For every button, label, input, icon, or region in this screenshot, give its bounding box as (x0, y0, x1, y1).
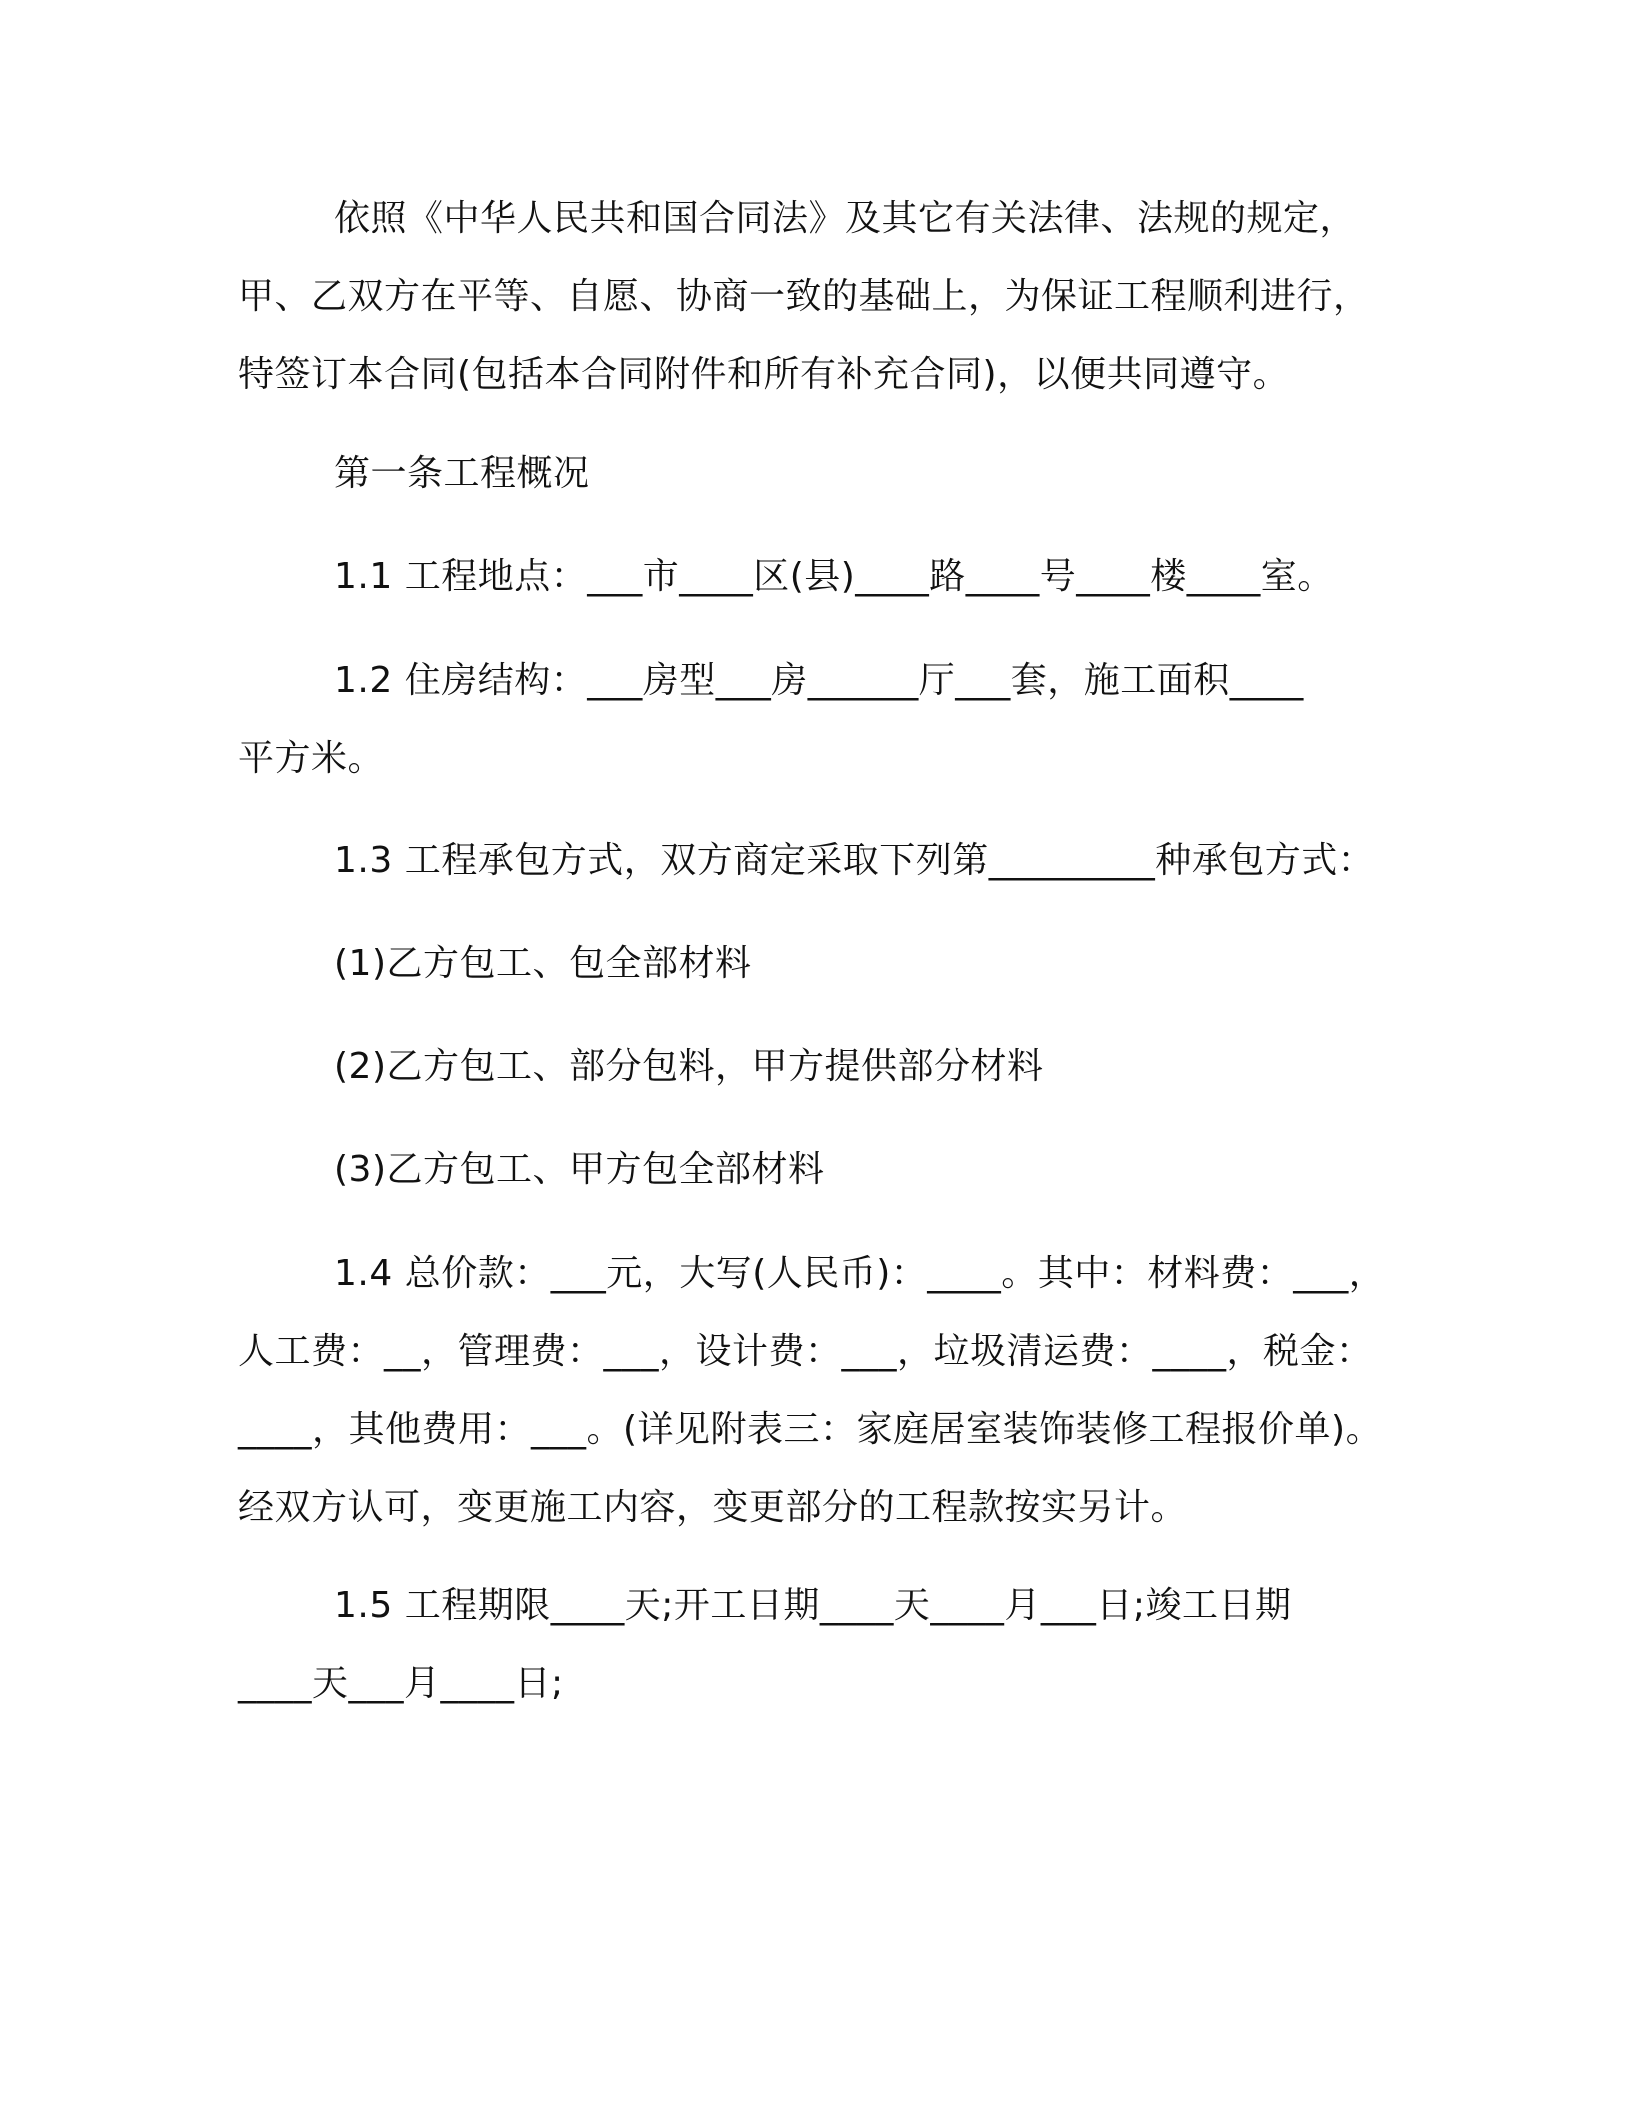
option-2 (238, 1028, 1408, 1106)
clause-1-4-line-4: 经双方认可，变更施工内容，变更部分的工程款按实另计。 (238, 1487, 1188, 1528)
clause-1-5-line-2: ____天___月____日; (238, 1663, 564, 1704)
intro-paragraph (238, 180, 1408, 414)
section-title-text: 第一条工程概况 (334, 453, 590, 494)
clause-1-1 (238, 538, 1408, 616)
clause-1-4-line-3: ____，其他费用：___。(详见附表三：家庭居室装饰装修工程报价单)。 (238, 1409, 1383, 1450)
clause-1-5 (238, 1567, 1408, 1723)
clause-1-3-text: 1.3 工程承包方式，双方商定采取下列第_________种承包方式： (334, 840, 1375, 881)
clause-1-4-line-1: 1.4 总价款：___元，大写(人民币)：____。其中：材料费：___， (334, 1253, 1386, 1294)
option-1-text: (1)乙方包工、包全部材料 (334, 943, 752, 984)
intro-line-1: 依照《中华人民共和国合同法》及其它有关法律、法规的规定， (334, 198, 1357, 239)
clause-1-2-line-2: 平方米。 (238, 738, 385, 779)
option-1 (238, 925, 1408, 1003)
section-title (238, 435, 1408, 513)
clause-1-2-line-1: 1.2 住房结构：___房型___房______厅___套，施工面积____ (334, 660, 1304, 701)
clause-1-3 (238, 822, 1408, 900)
option-2-text: (2)乙方包工、部分包料，甲方提供部分材料 (334, 1046, 1044, 1087)
option-3-text: (3)乙方包工、甲方包全部材料 (334, 1149, 825, 1190)
intro-line-2: 甲、乙双方在平等、自愿、协商一致的基础上，为保证工程顺利进行， (238, 276, 1370, 317)
clause-1-5-line-1: 1.5 工程期限____天;开工日期____天____月___日;竣工日期 (334, 1585, 1292, 1626)
option-3 (238, 1131, 1408, 1209)
clause-1-1-text: 1.1 工程地点：___市____区(县)____路____号____楼____室。 (334, 556, 1334, 597)
clause-1-2 (238, 642, 1408, 798)
clause-1-4-line-2: 人工费：__，管理费：___，设计费：___，垃圾清运费：____，税金： (238, 1331, 1373, 1372)
clause-1-4 (238, 1235, 1408, 1547)
intro-line-3: 特签订本合同(包括本合同附件和所有补充合同)，以便共同遵守。 (238, 354, 1290, 395)
